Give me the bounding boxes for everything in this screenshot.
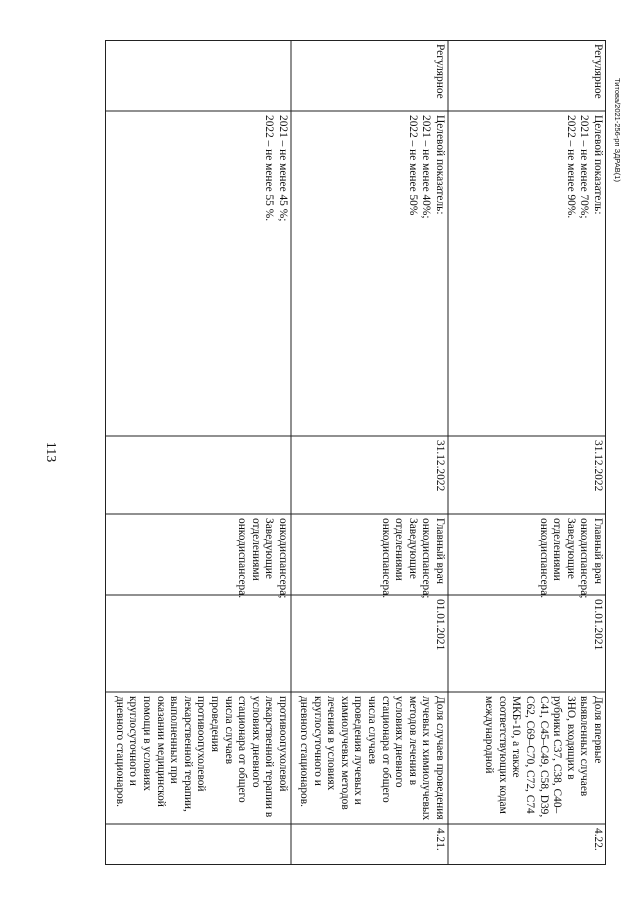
page-number: 113 (43, 441, 58, 463)
cell-end-date (291, 436, 448, 514)
cell-number (291, 824, 448, 865)
cell-number-text: 4.21. (434, 828, 446, 851)
cell-start-date-text: 01.01.2021 (592, 599, 604, 651)
cell-end-date-text: 31.12.2022 (592, 440, 604, 492)
cell-start-date-text: 01.01.2021 (434, 599, 446, 651)
cell-indicator-text: Доля случаев проведения лучевых и химиолучевых методов лечения в условиях дневного стационара от общего числа случаев проведения лучевых и химиолучевых методов лечения в условиях круглосуточного и дневного стационаров. (298, 696, 446, 821)
cell-indicator-text: противоопухолевой лекарственной терапии в условиях дневного стационара от общего числа случаев проведения противоопухолевой лекарственной терапии, выполненных при оказании медицинской помощи в условиях круглосуточного и дневного стационаров. (113, 696, 289, 818)
cell-number-text: 4.22. (592, 828, 604, 851)
cell-frequency (291, 40, 448, 111)
cell-number (448, 824, 606, 865)
cell-start-date (448, 595, 606, 692)
cell-target (291, 111, 448, 436)
document-code: Титова/2021-256-рп ЗДРАВ(1) (613, 78, 622, 182)
cell-target-text: Целевой показатель: 2021 – не менее 40%; 2022 – не менее 50% (406, 115, 446, 219)
cell-end-date-text: 31.12.2022 (434, 440, 446, 492)
cell-target (448, 111, 606, 436)
cell-frequency-text: Регулярное (592, 44, 604, 99)
cell-indicator (448, 692, 606, 824)
cell-responsible-text: Главный врач онкодиспансера; Заведующие отделениями онкодиспансера. (379, 518, 446, 599)
cell-start-date (291, 595, 448, 692)
cell-responsible-text: Главный врач онкодиспансера; Заведующие отделениями онкодиспансера. (537, 518, 604, 599)
cell-end-date (105, 436, 291, 514)
cell-indicator (291, 692, 448, 824)
cell-target-text: 2021 – не менее 45 %; 2022 – не менее 55 %. (263, 115, 289, 222)
cell-responsible (291, 514, 448, 599)
cell-frequency-text: Регулярное (434, 44, 446, 99)
cell-target-text: Целевой показатель: 2021 – не менее 70%; 2022 – не менее 90%. (564, 115, 604, 219)
cell-responsible (105, 514, 291, 599)
cell-end-date (448, 436, 606, 514)
cell-responsible-text: онкодиспансера; Заведующие отделениями онкодиспансера. (236, 518, 289, 599)
cell-indicator-text: Доля впервые выявленных случаев ЗНО, входящих в рубрики C37, C38, C40– C41, C45–C49, C58, D39, C62, C69–C70, C72, C74 МКБ-10, а также соответствующих кодам международной (483, 696, 604, 818)
cell-responsible (448, 514, 606, 599)
cell-start-date (105, 595, 291, 692)
cell-indicator (105, 692, 291, 824)
document-table (105, 40, 606, 865)
cell-frequency (448, 40, 606, 111)
cell-target (105, 111, 291, 436)
